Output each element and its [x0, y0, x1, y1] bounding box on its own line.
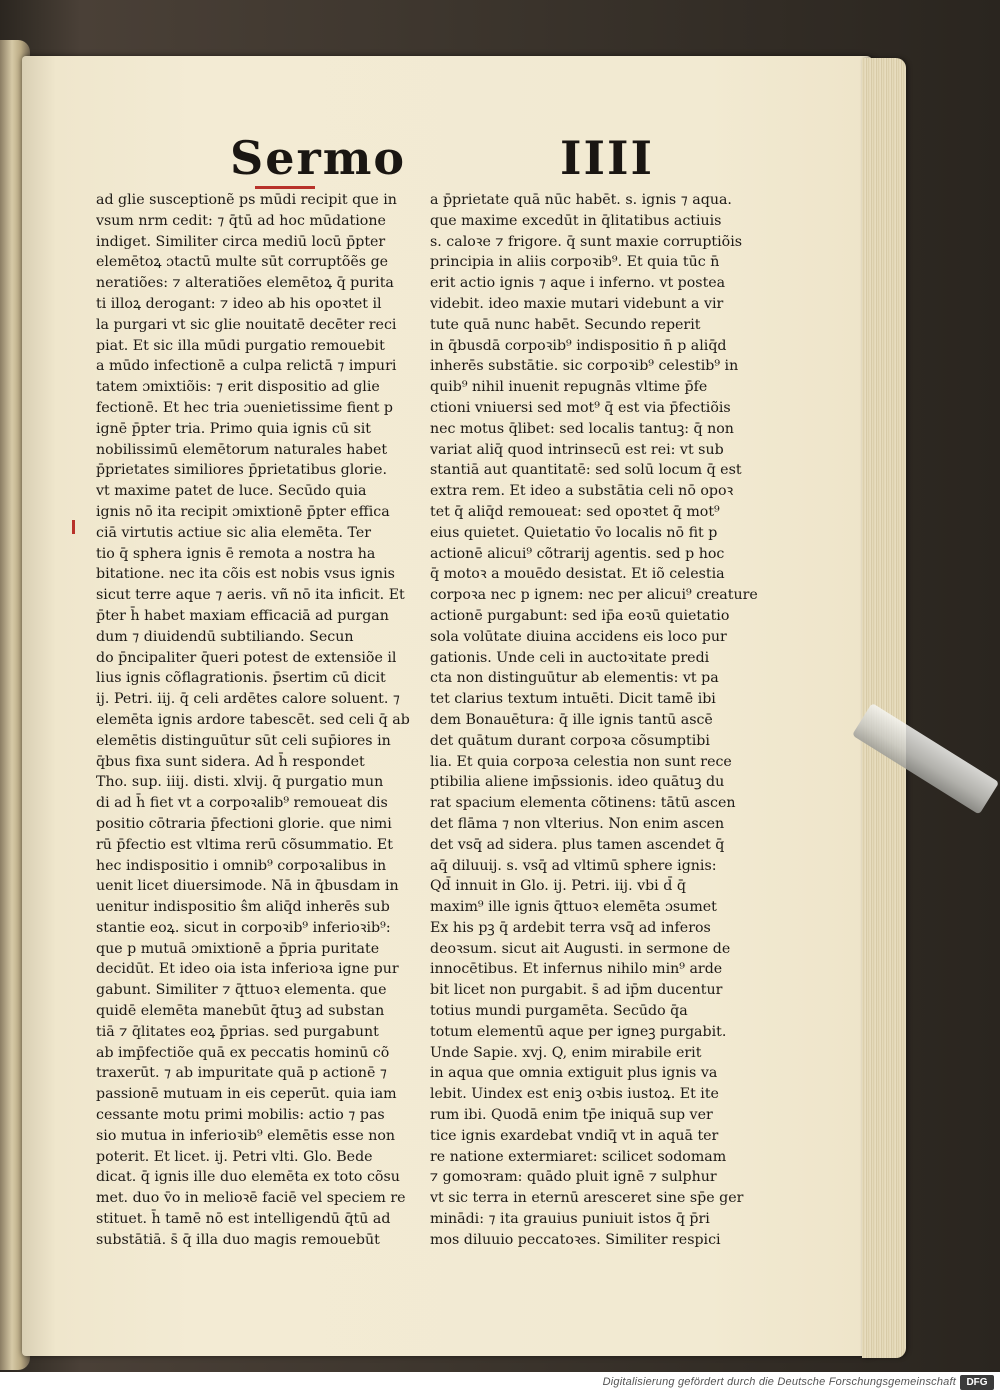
text-line: quidē elemēta manebūt q̄tuꝫ ad substan [96, 1003, 385, 1020]
page-heading-sermo: Sermo [230, 131, 407, 185]
text-line: sicut terre aque ⁊ aeris. vñ nō ita inficit. Et [96, 587, 405, 604]
text-line: met. duo v̄o in melioꝛē faciē vel speciem re [96, 1190, 406, 1207]
text-line: lia. Et quia corpoꝛa celestia non sunt rece [430, 753, 732, 770]
text-line: substātiā. s̄ q̄ illa duo magis remouebūt [96, 1231, 380, 1248]
text-line: elemētis distinguūtur sūt celi sup̄iores in [96, 732, 391, 749]
text-line: elemētoꝝ ɔtactū multe sūt corruptõẽs ge [96, 254, 389, 271]
text-line: corpoꝛa nec p ignem: nec per alicui⁹ creature [430, 587, 758, 604]
text-line: ⁊ gomoꝛram: quādo pluit ignē ⁊ sulphur [430, 1169, 717, 1186]
text-line: elemēta ignis ardore tabescēt. sed celi q̄ ab [96, 711, 410, 728]
text-line: que maxime excedūt in q̄litatibus actiuis [430, 212, 722, 229]
text-line: stituet. h̄ tamē nō est intelligendū q̄tū ad [96, 1211, 391, 1228]
text-line: indiget. Similiter circa mediū locū p̄pter [96, 233, 386, 250]
text-line: decidūt. Et ideo oia ista inferioꝛa igne pur [96, 961, 399, 978]
text-line: aq̄ diluuij. s. vsq̄ ad vltimū sphere ignis: [430, 857, 717, 874]
text-line: erit actio ignis ⁊ aque i inferno. vt postea [430, 275, 726, 292]
text-line: vt maxime patet de luce. Secūdo quia [96, 483, 367, 500]
text-line: q̄ motoꝛ a mouēdo desistat. Et iõ celestia [430, 566, 725, 583]
text-line: mos diluuio peccatoꝛes. Similiter respici [430, 1231, 721, 1248]
text-line: tet q̄ aliq̄d remoueat: sed opoꝛtet q̄ mot⁹ [430, 503, 720, 520]
text-line: traxerūt. ⁊ ab impuritate quā p actionē ⁊ [96, 1065, 387, 1082]
text-line: dicat. q̄ ignis ille duo elemēta ex toto cõsu [96, 1169, 400, 1186]
text-line: tiā ⁊ q̄litates eoꝝ p̄prias. sed purgabunt [96, 1023, 379, 1040]
margin-mark [72, 520, 75, 534]
text-line: lius ignis cõflagrationis. p̄sertim cū dicit [96, 670, 386, 687]
text-line: det quātum durant corpoꝛa cõsumptibi [430, 732, 710, 749]
text-line: ignē p̄pter tria. Primo quia ignis cū sit [96, 420, 372, 437]
text-line: Tho. sup. iiij. disti. xlvij. q̄ purgatio mun [96, 774, 384, 791]
page-heading-left [230, 128, 406, 188]
text-line: eius quietet. Quietatio v̄o localis nō fit p [430, 524, 718, 541]
text-line: p̄ter h̄ habet maxiam efficaciā ad purgan [96, 607, 389, 624]
text-line: ab imp̄fectiõe quā ex peccatis hominū cõ [96, 1044, 390, 1061]
text-line: di ad h̄ fiet vt a corpoꝛalib⁹ remoueat dis [96, 795, 388, 812]
text-line: nobilissimū elemētorum naturales habet [96, 441, 388, 458]
text-line: rat spacium elementa cõtinens: tātū ascen [430, 795, 736, 812]
text-line: vsum nrm cedit: ⁊ q̄tū ad hoc mūdatione [96, 212, 386, 229]
text-line: Ex his pꝫ q̄ ardebit terra vsq̄ ad inferos [430, 919, 711, 936]
text-line: det flāma ⁊ non vlterius. Non enim ascen [430, 815, 725, 832]
text-line: a mūdo infectionē a culpa relictā ⁊ impuri [96, 358, 397, 375]
text-line: ciā virtutis actiue sic alia elemēta. Ter [96, 524, 372, 541]
text-line: positio cōtraria p̄fectioni glorie. que nimi [96, 815, 392, 832]
text-line: in q̄busdā corpoꝛib⁹ indispositio n̄ p aliq̄d [430, 337, 727, 354]
text-line: ptibilia aliene imp̄ssionis. ideo quātuꝫ du [430, 774, 725, 791]
text-line: totum elementū aque per igneꝫ purgabit. [430, 1023, 727, 1040]
text-line: ti illoꝝ derogant: ⁊ ideo ab his opoꝛtet il [96, 295, 382, 312]
footer-bar [0, 1372, 1000, 1394]
text-line: q̄bus fixa sunt sidera. Ad h̄ respondet [96, 753, 365, 770]
text-line: stantie eoꝝ. sicut in corpoꝛib⁹ inferioꝛib⁹: [96, 919, 391, 936]
text-line: sio mutua in inferioꝛib⁹ elemētis esse non [96, 1127, 396, 1144]
text-line: actionē alicui⁹ cõtrarij agentis. sed p hoc [430, 545, 725, 562]
text-line: extra rem. Et ideo a substātia celi nō opoꝛ [430, 483, 734, 500]
text-line: bitatione. nec ita cõis est nobis vsus ignis [96, 566, 395, 583]
text-line: Qd̄ innuit in Glo. ij. Petri. iij. vbi d̄ q̄ [430, 878, 686, 895]
text-line: ij. Petri. iij. q̄ celi ardētes calore soluent. ⁊ [96, 691, 400, 708]
text-line: la purgari vt sic glie nouitatē decēter reci [96, 316, 397, 333]
text-line: que p mutuā ɔmixtionē a p̄pria puritate [96, 940, 380, 957]
text-line: gabunt. Similiter ⁊ q̄ttuoꝛ elementa. que [96, 982, 387, 999]
text-line: maxim⁹ ille ignis q̄ttuoꝛ elemēta ɔsumet [430, 899, 717, 916]
text-line: s. caloꝛe ⁊ frigore. q̄ sunt maxie corruptiõis [430, 233, 743, 250]
text-line: nec motus q̄libet: sed localis tantuꝫ: q̄ non [430, 420, 734, 437]
text-line: principia in aliis corpoꝛib⁹. Et quia tūc n̄ [430, 254, 720, 271]
text-line: inherēs substātie. sic corpoꝛib⁹ celestib⁹ in [430, 358, 739, 375]
text-line: dem Bonauētura: q̄ ille ignis tantū ascē [430, 711, 713, 728]
text-line: deoꝛsum. sicut ait Augusti. in sermone de [430, 940, 731, 957]
text-line: a p̄prietate quā nūc habēt. s. ignis ⁊ aqua. [430, 192, 732, 208]
text-line: re natione extermiaret: scilicet sodomam [430, 1148, 727, 1165]
page-heading-number: IIII [560, 131, 655, 185]
text-line: passionē mutuam in eis ceperūt. quia iam [96, 1086, 397, 1103]
text-line: det vsq̄ ad sidera. plus tamen ascendet q̄ [430, 836, 725, 853]
text-line: sola volūtate diuina accidens eis loco pur [430, 628, 727, 645]
text-line: rū p̄fectio est vltima rerū cõsummatio. Et [96, 836, 393, 853]
text-line: uenit licet diuersimode. Nā in q̄busdam in [96, 878, 399, 895]
text-line: actionē purgabunt: sed ip̄a eoꝛū quietatio [430, 607, 730, 624]
text-line: neratiões: ⁊ alteratiões elemētoꝝ q̄ purita [96, 275, 394, 292]
text-line: dum ⁊ diuidendū subtiliando. Secun [96, 628, 354, 645]
text-line: tatem ɔmixtiõis: ⁊ erit dispositio ad glie [96, 379, 380, 396]
text-line: gationis. Unde celi in auctoꝛitate predi [430, 649, 710, 666]
page-heading-right [560, 128, 654, 188]
text-line: in aqua que omnia extiguit plus ignis va [430, 1065, 718, 1082]
text-line: piat. Et sic illa mūdi purgatio remouebit [96, 337, 385, 354]
text-line: variat aliq̄ quod intrinsecū est rei: vt sub [430, 441, 724, 458]
text-line: p̄prietates similiores p̄prietatibus glorie. [96, 462, 387, 479]
text-line: stantiā aut quantitatē: sed solū locum q̄ est [430, 462, 742, 479]
text-line: bit licet non purgabit. s̄ ad ip̄m ducentur [430, 982, 723, 999]
text-line: tio q̄ sphera ignis ē remota a nostra ha [96, 545, 376, 562]
text-column-right [430, 190, 765, 1251]
rubric-stroke [255, 186, 315, 189]
text-line: ad glie susceptionẽ ps mūdi recipit que in [96, 192, 397, 208]
text-line: quib⁹ nihil inuenit repugnās vltime p̄fe [430, 379, 708, 396]
text-line: minādi: ⁊ ita grauius puniuit istos q̄ p̄ri [430, 1211, 710, 1228]
text-line: ignis nō ita recipit ɔmixtionē p̄pter effica [96, 503, 390, 520]
text-line: fectionē. Et hec tria ɔuenietissime fient p [96, 399, 394, 416]
text-line: Unde Sapie. xvj. Q, enim mirabile erit [430, 1044, 702, 1061]
text-line: videbit. ideo maxie mutari videbunt a vir [430, 295, 724, 312]
text-line: vt sic terra in eternū aresceret sine sp̄e ger [430, 1190, 744, 1207]
text-line: tute quā nunc habēt. Secundo reperit [430, 316, 701, 333]
text-line: cessante motu primi mobilis: actio ⁊ pas [96, 1107, 385, 1124]
text-line: poterit. Et licet. ij. Petri vlti. Glo. Bede [96, 1148, 373, 1165]
text-line: tet clarius textum intuēti. Dicit tamē ibi [430, 691, 716, 708]
text-column-left [96, 190, 431, 1251]
text-line: hec indispositio i omnib⁹ corpoꝛalibus in [96, 857, 387, 874]
text-line: innocētibus. Et infernus nihilo min⁹ arde [430, 961, 723, 978]
text-line: rum ibi. Quodā enim tp̄e iniquā sup ver [430, 1107, 713, 1124]
text-line: uenitur indispositio ŝm aliq̄d inherēs sub [96, 899, 390, 916]
dfg-logo: DFG [960, 1375, 994, 1390]
text-line: ctioni vniuersi sed mot⁹ q̄ est via p̄fectiõis [430, 399, 731, 416]
text-line: cta non distinguūtur ab elementis: vt pa [430, 670, 719, 687]
footer-credit: Digitalisierung gefördert durch die Deutsche Forschungsgemeinschaft [602, 1376, 956, 1388]
text-line: tice ignis exardebat vndiq̄ vt in aquā ter [430, 1127, 719, 1144]
text-line: do p̄ncipaliter q̄ueri potest de extensiõe il [96, 649, 397, 666]
text-line: totius mundi purgamēta. Secūdo q̄a [430, 1003, 688, 1020]
text-line: lebit. Uindex est eniꝫ oꝛbis iustoꝝ. Et ite [430, 1086, 719, 1103]
